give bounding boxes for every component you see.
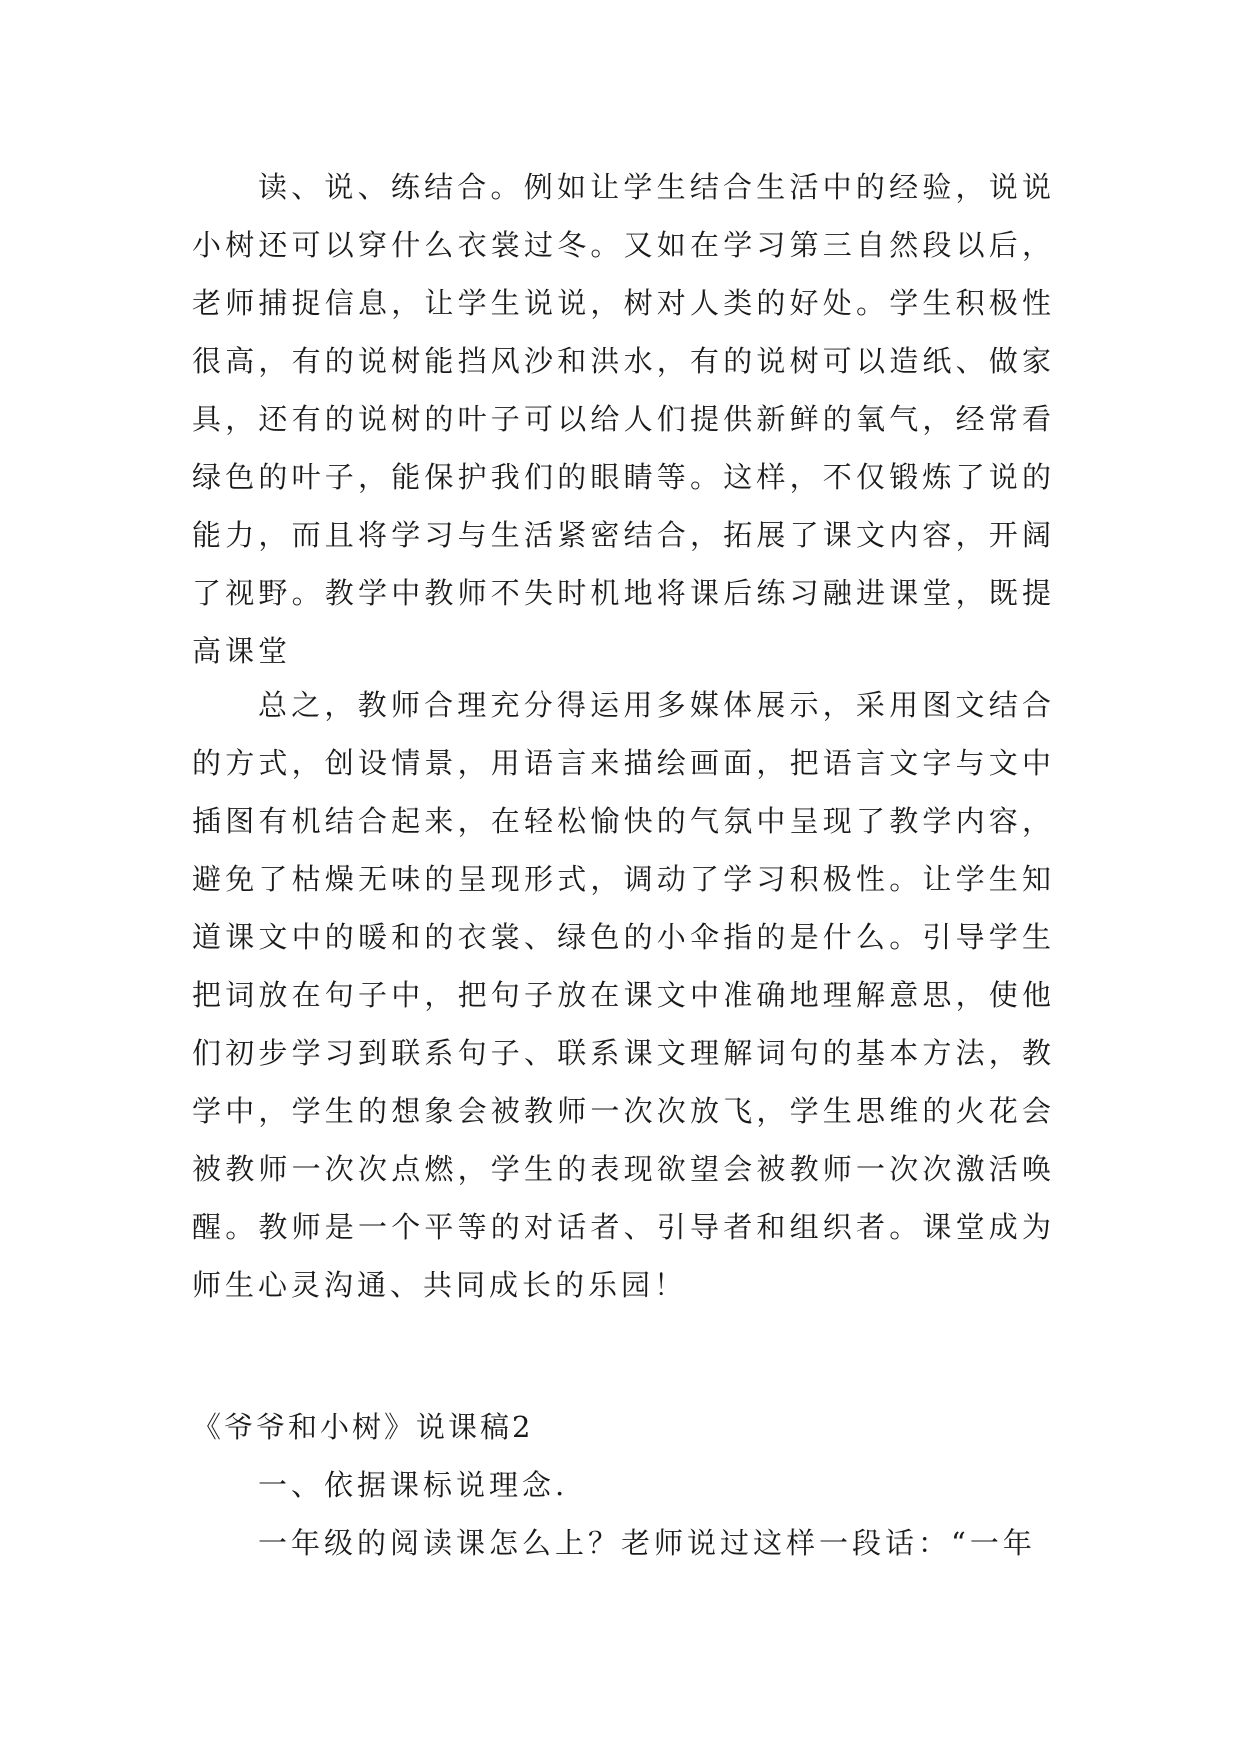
paragraph-3: 一、依据课标说理念. <box>258 1468 569 1502</box>
paragraph-1: 读、说、练结合。例如让学生结合生活中的经验，说说小树还可以穿什么衣裳过冬。又如在学习第三自然段以后，老师捕捉信息，让学生说说，树对人类的好处。学生积极性很高，有的说树能挡风沙和洪水，有的说树可以造纸、做家具，还有的说树的叶子可以给人们提供新鲜的氧气，经常看绿色的叶子，能保护我们的眼睛等。这样，不仅锻炼了说的能力，而且将学习与生活紧密结合，拓展了课文内容，开阔了视野。教学中教师不失时机地将课后练习融进课堂，既提高课堂 <box>192 170 1055 668</box>
paragraph-2: 总之，教师合理充分得运用多媒体展示，采用图文结合的方式，创设情景，用语言来描绘画面，把语言文字与文中插图有机结合起来，在轻松愉快的气氛中呈现了教学内容，避免了枯燥无味的呈现形式，调动了学习积极性。让学生知道课文中的暖和的衣裳、绿色的小伞指的是什么。引导学生把词放在句子中，把句子放在课文中准确地理解意思，使他们初步学习到联系句子、联系课文理解词句的基本方法，教学中，学生的想象会被教师一次次放飞，学生思维的火花会被教师一次次点燃，学生的表现欲望会被教师一次次激活唤醒。教师是一个平等的对话者、引导者和组织者。课堂成为师生心灵沟通、共同成长的乐园！ <box>192 688 1055 1302</box>
paragraph-3-4-container <box>192 1456 1055 1572</box>
paragraph-4: 一年级的阅读课怎么上？老师说过这样一段话：“一年 <box>258 1526 1036 1560</box>
paragraph-2-container <box>192 676 1055 1314</box>
section-title: 《爷爷和小树》说课稿2 <box>192 1410 534 1444</box>
paragraph-1-container <box>192 158 1055 680</box>
